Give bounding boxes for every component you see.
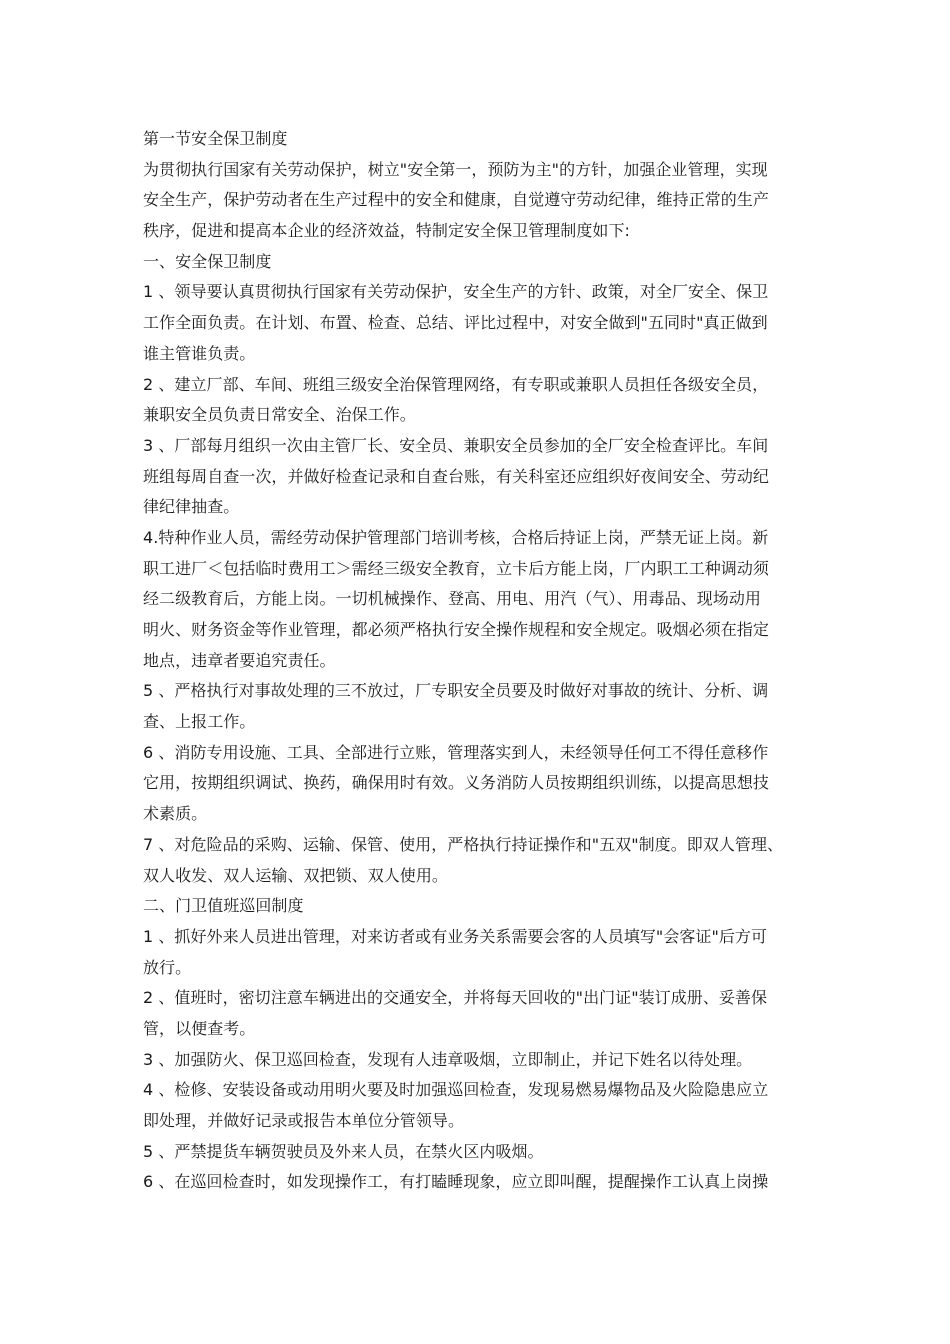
text-line: 4 、检修、安装设备或动用明火要及时加强巡回检查，发现易燃易爆物品及火险隐患应立 [143, 1080, 769, 1100]
text-line: 秩序，促进和提高本企业的经济效益，特制定安全保卫管理制度如下: [143, 221, 630, 241]
text-line: 管，以便查考。 [143, 1018, 256, 1038]
text-line: 双人收发、双人运输、双把锁、双人使用。 [143, 865, 448, 885]
text-line: 查、上报工作。 [143, 712, 256, 732]
text-line: 3 、加强防火、保卫巡回检查，发现有人违章吸烟，立即制止，并记下姓名以待处理。 [143, 1049, 753, 1069]
section-title: 第一节安全保卫制度 [143, 129, 288, 148]
text-line: 安全生产，保护劳动者在生产过程中的安全和健康，自觉遵守劳动纪律，维持正常的生产 [143, 190, 769, 210]
text-line: 4.特种作业人员，需经劳动保护管理部门培训考核，合格后持证上岗，严禁无证上岗。新 [143, 527, 769, 547]
text-line: 职工进厂＜包括临时费用工＞需经三级安全教育，立卡后方能上岗，厂内职工工种调动须 [143, 558, 769, 578]
text-line: 7 、对危险品的采购、运输、保管、使用，严格执行持证操作和"五双"制度。即双人管理、 [143, 834, 784, 854]
text-line: 1 、领导要认真贯彻执行国家有关劳动保护，安全生产的方针、政策，对全厂安全、保卫 [143, 282, 769, 302]
text-line: 班组每周自查一次，并做好检查记录和自查台账，有关科室还应组织好夜间安全、劳动纪 [143, 466, 769, 486]
text-line: 谁主管谁负责。 [143, 343, 256, 363]
text-line: 放行。 [143, 957, 192, 977]
text-line: 5 、严格执行对事故处理的三不放过，厂专职安全员要及时做好对事故的统计、分析、调 [143, 681, 769, 701]
text-line: 术素质。 [143, 804, 208, 824]
text-line: 它用，按期组织调试、换药，确保用时有效。义务消防人员按期组织训练，以提高思想技 [143, 773, 769, 793]
subsection-heading: 一、安全保卫制度 [143, 251, 272, 271]
text-line: 明火、财务资金等作业管理，都必须严格执行安全操作规程和安全规定。吸烟必须在指定 [143, 620, 769, 639]
text-line: 6 、在巡回检查时，如发现操作工，有打瞌睡现象，应立即叫醒，提醒操作工认真上岗操 [143, 1172, 769, 1192]
document-body [143, 124, 823, 1198]
text-line: 兼职安全员负责日常安全、治保工作。 [143, 405, 416, 425]
text-line: 工作全面负责。在计划、布置、检查、总结、评比过程中，对安全做到"五同时"真正做到 [143, 313, 768, 333]
text-line: 6 、消防专用设施、工具、全部进行立账，管理落实到人，未经领导任何工不得任意移作 [143, 742, 769, 762]
text-line: 1 、抓好外来人员进出管理，对来访者或有业务关系需要会客的人员填写"会客证"后方可 [143, 926, 768, 946]
subsection-heading: 二、门卫值班巡回制度 [143, 896, 304, 916]
text-line: 2 、值班时，密切注意车辆进出的交通安全，并将每天回收的"出门证"装订成册、妥善保 [143, 988, 768, 1008]
text-line: 经二级教育后，方能上岗。一切机械操作、登高、用电、用汽（气）、用毒品、现场动用 [143, 589, 761, 609]
text-line: 5 、严禁提货车辆贺驶员及外来人员，在禁火区内吸烟。 [143, 1141, 544, 1161]
text-line: 3 、厂部每月组织一次由主管厂长、安全员、兼职安全员参加的全厂安全检查评比。车间 [143, 435, 769, 455]
text-line: 即处理，并做好记录或报告本单位分管领导。 [143, 1111, 465, 1130]
text-line: 2 、建立厂部、车间、班组三级安全治保管理网络，有专职或兼职人员担任各级安全员， [143, 374, 769, 394]
text-line: 律纪律抽查。 [143, 497, 240, 517]
text-line: 地点，违章者要追究责任。 [143, 650, 336, 670]
text-line: 为贯彻执行国家有关劳动保护，树立"安全第一，预防为主"的方针，加强企业管理，实现 [143, 159, 768, 179]
